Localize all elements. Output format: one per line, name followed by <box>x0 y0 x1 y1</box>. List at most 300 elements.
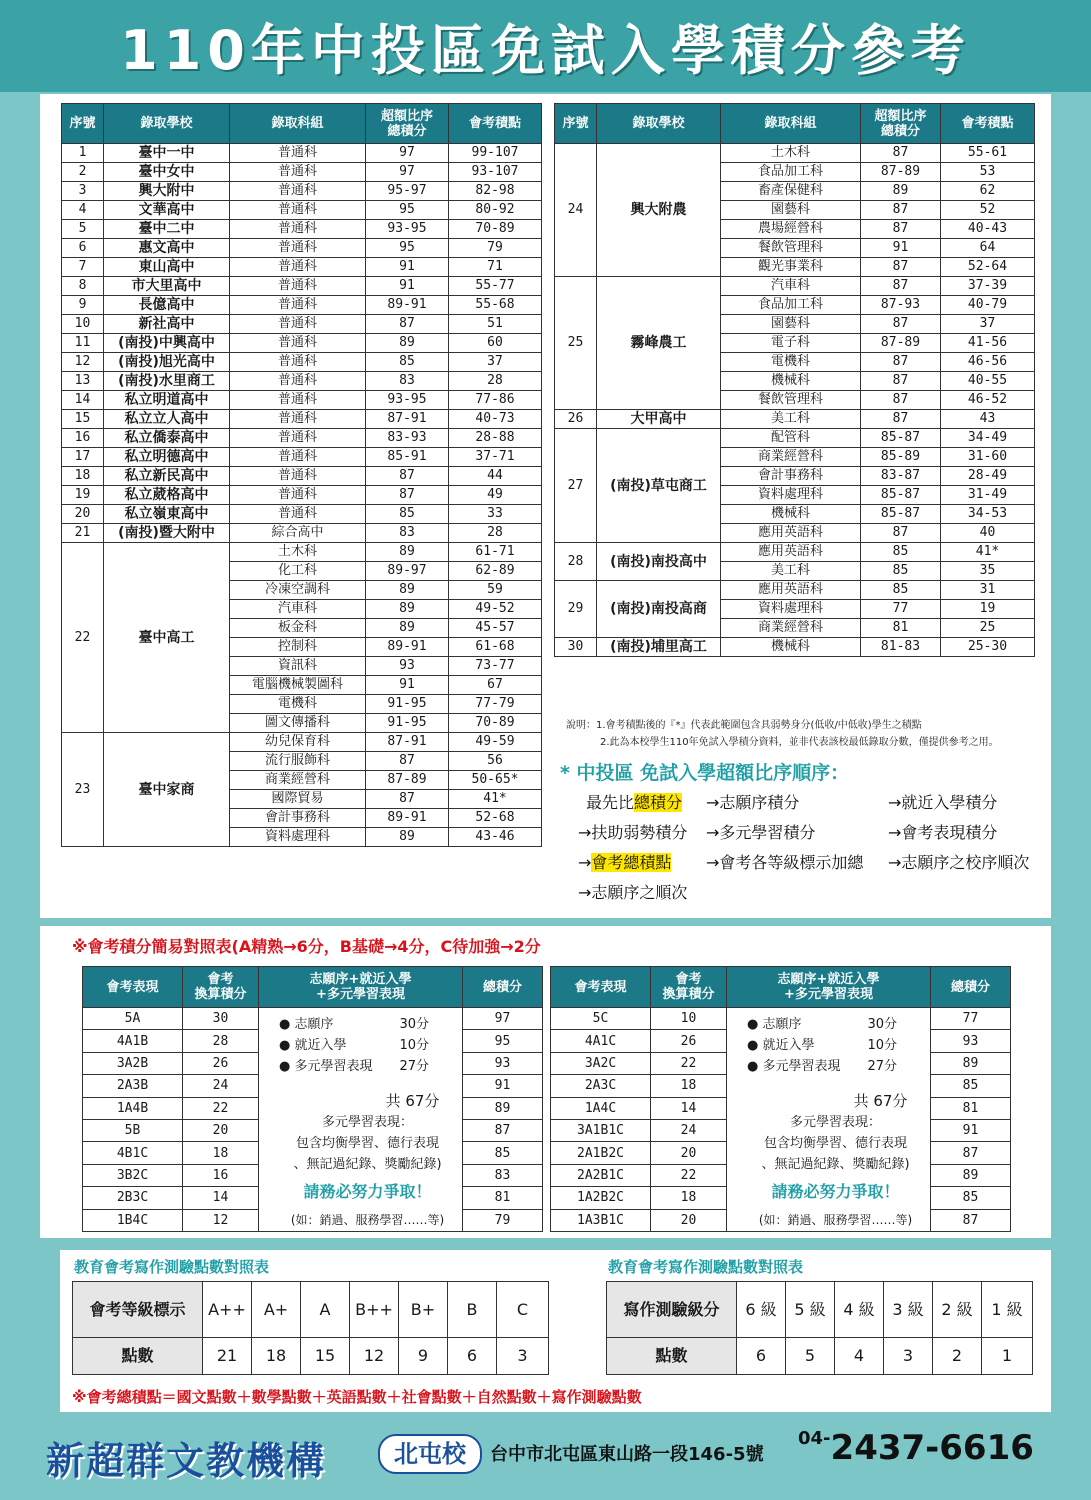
row-points: 70-89 <box>449 714 542 733</box>
row-score: 91-95 <box>366 714 449 733</box>
row-dept: 普通科 <box>230 163 366 182</box>
order-title: * 中投區 免試入學超額比序順序： <box>560 762 850 784</box>
total-cell: 89 <box>931 1164 1011 1186</box>
grade-points: 5 <box>786 1338 835 1375</box>
perf-cell: 3A1B1C <box>551 1119 651 1141</box>
table-row <box>62 277 542 296</box>
perf-cell: 1A4C <box>551 1097 651 1119</box>
row-score: 87 <box>861 277 941 296</box>
row-points: 40 <box>941 524 1035 543</box>
row-dept: 冷凍空調科 <box>230 581 366 600</box>
col-header-perf: 會考表現 <box>551 967 651 1008</box>
table-row <box>62 543 542 562</box>
row-points: 80-92 <box>449 201 542 220</box>
row-points: 28 <box>449 372 542 391</box>
mid-bullet: ● 多元學習表現 <box>279 1059 373 1074</box>
row-score: 89-91 <box>366 638 449 657</box>
order-item: →多元學習積分 <box>706 823 816 842</box>
row-dept: 機械科 <box>721 372 861 391</box>
table-row <box>555 144 1035 163</box>
grade-points: 6 <box>448 1338 497 1375</box>
table-row <box>62 410 542 429</box>
row-score: 95-97 <box>366 182 449 201</box>
grade-label: A+ <box>252 1282 301 1338</box>
row-dept: 商業經營科 <box>721 619 861 638</box>
row-school: 長億高中 <box>104 296 230 315</box>
total-cell: 85 <box>931 1187 1011 1209</box>
table-row <box>555 429 1035 448</box>
row-score: 85-87 <box>861 486 941 505</box>
row-points: 93-107 <box>449 163 542 182</box>
row-score: 87 <box>861 353 941 372</box>
row-score: 87 <box>366 790 449 809</box>
grade-points: 2 <box>933 1338 982 1375</box>
row-dept: 農場經營科 <box>721 220 861 239</box>
grade-points: 15 <box>301 1338 350 1375</box>
row-no: 18 <box>62 467 104 486</box>
col-header-perf: 會考表現 <box>83 967 183 1008</box>
table-row <box>555 410 1035 429</box>
row-points: 52-64 <box>941 258 1035 277</box>
row-score: 85 <box>861 543 941 562</box>
table-row <box>83 1008 543 1030</box>
table-row <box>62 163 542 182</box>
admission-table-left <box>61 103 542 847</box>
conv-cell: 14 <box>183 1187 259 1209</box>
mid-emphasis: 請務必努力爭取！ <box>771 1182 900 1201</box>
grade-points: 21 <box>203 1338 252 1375</box>
row-points: 49-52 <box>449 600 542 619</box>
grade-label: 1 級 <box>982 1282 1033 1338</box>
writing-header: 寫作測驗級分 <box>607 1282 737 1338</box>
grade-points: 12 <box>350 1338 399 1375</box>
row-dept: 普通科 <box>230 353 366 372</box>
row-score: 85 <box>366 353 449 372</box>
row-dept: 普通科 <box>230 486 366 505</box>
row-score: 87 <box>861 258 941 277</box>
order-item: →扶助弱勢積分 <box>578 823 688 842</box>
row-score: 93-95 <box>366 220 449 239</box>
row-dept: 會計事務科 <box>230 809 366 828</box>
conv-cell: 18 <box>651 1075 727 1097</box>
row-score: 87 <box>861 144 941 163</box>
table-row <box>62 220 542 239</box>
conv-cell: 22 <box>651 1052 727 1074</box>
row-school: 惠文高中 <box>104 239 230 258</box>
row-score: 89-97 <box>366 562 449 581</box>
row-dept: 商業經營科 <box>230 771 366 790</box>
row-points: 37-71 <box>449 448 542 467</box>
col-header-dept: 錄取科組 <box>721 104 861 144</box>
table-row <box>62 201 542 220</box>
grades-title-left: 教育會考寫作測驗點數對照表 <box>74 1258 270 1276</box>
row-points: 67 <box>449 676 542 695</box>
row-dept: 食品加工科 <box>721 163 861 182</box>
points-label: 點數 <box>73 1338 203 1375</box>
row-points: 25-30 <box>941 638 1035 657</box>
row-points: 52-68 <box>449 809 542 828</box>
col-header-conv: 會考 換算積分 <box>183 967 259 1008</box>
row-dept: 會計事務科 <box>721 467 861 486</box>
total-cell: 89 <box>463 1097 543 1119</box>
row-points: 71 <box>449 258 542 277</box>
row-score: 85-89 <box>861 448 941 467</box>
total-cell: 97 <box>463 1008 543 1030</box>
table-row <box>62 334 542 353</box>
row-school: 臺中二中 <box>104 220 230 239</box>
table-row <box>62 372 542 391</box>
mid-sum: 共 67分 <box>853 1092 908 1110</box>
mid-value: 30分 <box>867 1017 897 1032</box>
row-dept: 園藝科 <box>721 201 861 220</box>
row-score: 87 <box>366 752 449 771</box>
row-dept: 觀光事業科 <box>721 258 861 277</box>
row-points: 49-59 <box>449 733 542 752</box>
row-dept: 普通科 <box>230 448 366 467</box>
table-row <box>555 543 1035 562</box>
row-points: 43 <box>941 410 1035 429</box>
row-points: 62-89 <box>449 562 542 581</box>
row-points: 31-49 <box>941 486 1035 505</box>
mid-desc: 、無記過紀錄、獎勵紀錄) <box>293 1157 442 1172</box>
row-no: 7 <box>62 258 104 277</box>
col-header-total: 總積分 <box>463 967 543 1008</box>
row-points: 79 <box>449 239 542 258</box>
col-header-conv: 會考 換算積分 <box>651 967 727 1008</box>
row-dept: 電機科 <box>230 695 366 714</box>
address: 台中市北屯區東山路一段146-5號 <box>490 1444 764 1465</box>
perf-cell: 1A3B1C <box>551 1209 651 1231</box>
row-points: 40-43 <box>941 220 1035 239</box>
perf-cell: 2B3C <box>83 1187 183 1209</box>
grade-points-table <box>72 1281 549 1375</box>
row-no: 30 <box>555 638 597 657</box>
row-score: 87-89 <box>861 334 941 353</box>
col-header-mid: 志願序+就近入學 +多元學習表現 <box>259 967 463 1008</box>
row-school: 私立嶺東高中 <box>104 505 230 524</box>
mid-example: (如：銷過、服務學習……等) <box>758 1213 913 1227</box>
grade-points: 4 <box>835 1338 884 1375</box>
row-school: (南投)中興高中 <box>104 334 230 353</box>
row-dept: 園藝科 <box>721 315 861 334</box>
conv-cell: 28 <box>183 1030 259 1052</box>
table-row <box>62 182 542 201</box>
row-points: 61-68 <box>449 638 542 657</box>
row-points: 46-52 <box>941 391 1035 410</box>
row-points: 59 <box>449 581 542 600</box>
order-item: →志願序之校序順次 <box>888 853 1030 872</box>
total-cell: 87 <box>463 1119 543 1141</box>
row-score: 89 <box>366 334 449 353</box>
row-score: 87 <box>861 201 941 220</box>
row-school: 私立新民高中 <box>104 467 230 486</box>
total-cell: 93 <box>463 1052 543 1074</box>
row-score: 87-93 <box>861 296 941 315</box>
perf-cell: 1A2B2C <box>551 1187 651 1209</box>
row-points: 45-57 <box>449 619 542 638</box>
row-dept: 普通科 <box>230 144 366 163</box>
row-dept: 電機科 <box>721 353 861 372</box>
order-item: →會考總積點 <box>578 853 672 872</box>
row-points: 28-88 <box>449 429 542 448</box>
row-dept: 普通科 <box>230 372 366 391</box>
row-points: 41* <box>449 790 542 809</box>
conv-cell: 30 <box>183 1008 259 1030</box>
row-school: 私立葳格高中 <box>104 486 230 505</box>
row-school: (南投)南投高商 <box>597 581 721 638</box>
grade-label: 5 級 <box>786 1282 835 1338</box>
mid-desc: 包含均衡學習、德行表現 <box>295 1136 439 1151</box>
row-dept: 流行服飾科 <box>230 752 366 771</box>
row-dept: 汽車科 <box>230 600 366 619</box>
conv-cell: 14 <box>651 1097 727 1119</box>
row-no: 19 <box>62 486 104 505</box>
row-dept: 畜產保健科 <box>721 182 861 201</box>
row-score: 87 <box>861 524 941 543</box>
mid-value: 10分 <box>399 1038 429 1053</box>
title-bar <box>0 0 1091 92</box>
perf-cell: 4A1B <box>83 1030 183 1052</box>
row-dept: 普通科 <box>230 334 366 353</box>
row-dept: 幼兒保育科 <box>230 733 366 752</box>
row-school: 臺中高工 <box>104 543 230 733</box>
mid-info-cell <box>727 1008 931 1232</box>
table-row <box>555 581 1035 600</box>
row-dept: 普通科 <box>230 201 366 220</box>
row-no: 6 <box>62 239 104 258</box>
row-school: (南投)草屯商工 <box>597 429 721 543</box>
mid-value: 27分 <box>399 1059 429 1074</box>
row-points: 53 <box>941 163 1035 182</box>
row-score: 85 <box>861 562 941 581</box>
perf-cell: 2A2B1C <box>551 1164 651 1186</box>
row-points: 55-61 <box>941 144 1035 163</box>
row-school: (南投)暨大附中 <box>104 524 230 543</box>
row-no: 21 <box>62 524 104 543</box>
conv-cell: 22 <box>651 1164 727 1186</box>
conv-cell: 18 <box>651 1187 727 1209</box>
row-score: 89 <box>366 543 449 562</box>
row-no: 10 <box>62 315 104 334</box>
grade-label: B <box>448 1282 497 1338</box>
row-points: 55-68 <box>449 296 542 315</box>
row-score: 85 <box>861 581 941 600</box>
row-dept: 餐飲管理科 <box>721 391 861 410</box>
row-school: 私立明德高中 <box>104 448 230 467</box>
row-score: 89 <box>366 828 449 847</box>
order-item: →志願序之順次 <box>578 883 688 902</box>
row-score: 91-95 <box>366 695 449 714</box>
order-item: →會考表現積分 <box>888 823 998 842</box>
row-dept: 汽車科 <box>721 277 861 296</box>
table-row <box>62 239 542 258</box>
mid-example: (如：銷過、服務學習……等) <box>290 1213 445 1227</box>
table-row <box>555 638 1035 657</box>
row-points: 62 <box>941 182 1035 201</box>
row-points: 33 <box>449 505 542 524</box>
total-cell: 93 <box>931 1030 1011 1052</box>
campus-badge: 北屯校 <box>378 1434 482 1474</box>
table-row <box>62 505 542 524</box>
grade-header: 會考等級標示 <box>73 1282 203 1338</box>
row-school: 大甲高中 <box>597 410 721 429</box>
conv-cell: 16 <box>183 1164 259 1186</box>
row-score: 87 <box>861 391 941 410</box>
conv-cell: 12 <box>183 1209 259 1231</box>
row-no: 15 <box>62 410 104 429</box>
row-no: 14 <box>62 391 104 410</box>
mid-desc: 多元學習表現： <box>321 1115 413 1130</box>
order-item: →會考各等級標示加總 <box>706 853 864 872</box>
row-points: 46-56 <box>941 353 1035 372</box>
page-title: 110年中投區免試入學積分參考 <box>120 18 971 82</box>
row-score: 91 <box>861 239 941 258</box>
row-dept: 食品加工科 <box>721 296 861 315</box>
row-school: (南投)水里商工 <box>104 372 230 391</box>
row-dept: 土木科 <box>230 543 366 562</box>
row-no: 11 <box>62 334 104 353</box>
row-points: 64 <box>941 239 1035 258</box>
row-no: 28 <box>555 543 597 581</box>
formula-note: ※會考總積點＝國文點數＋數學點數＋英語點數＋社會點數＋自然點數＋寫作測驗點數 <box>72 1388 642 1406</box>
grade-label: 4 級 <box>835 1282 884 1338</box>
row-points: 40-79 <box>941 296 1035 315</box>
row-dept: 商業經營科 <box>721 448 861 467</box>
total-cell: 95 <box>463 1030 543 1052</box>
mid-info-cell <box>259 1008 463 1232</box>
mid-value: 10分 <box>867 1038 897 1053</box>
row-score: 95 <box>366 201 449 220</box>
grade-label: C <box>497 1282 549 1338</box>
row-no: 1 <box>62 144 104 163</box>
row-dept: 國際貿易 <box>230 790 366 809</box>
grade-label: 6 級 <box>737 1282 786 1338</box>
row-no: 24 <box>555 144 597 277</box>
row-dept: 應用英語科 <box>721 524 861 543</box>
row-dept: 普通科 <box>230 277 366 296</box>
grade-label: B+ <box>399 1282 448 1338</box>
row-dept: 化工科 <box>230 562 366 581</box>
row-dept: 美工科 <box>721 562 861 581</box>
row-points: 51 <box>449 315 542 334</box>
grade-points: 6 <box>737 1338 786 1375</box>
row-points: 41* <box>941 543 1035 562</box>
row-score: 89 <box>366 581 449 600</box>
row-score: 87-91 <box>366 733 449 752</box>
row-no: 23 <box>62 733 104 847</box>
conv-cell: 24 <box>183 1075 259 1097</box>
order-item: 最先比總積分 <box>586 793 683 812</box>
table-row <box>62 353 542 372</box>
row-school: 臺中女中 <box>104 163 230 182</box>
row-score: 91 <box>366 277 449 296</box>
table-row <box>62 448 542 467</box>
row-points: 28 <box>449 524 542 543</box>
mid-bullet: ● 志願序 <box>279 1017 334 1032</box>
row-dept: 應用英語科 <box>721 581 861 600</box>
points-label: 點數 <box>607 1338 737 1375</box>
conversion-table-right <box>550 966 1011 1232</box>
row-no: 25 <box>555 277 597 410</box>
row-dept: 普通科 <box>230 410 366 429</box>
row-dept: 電腦機械製圖科 <box>230 676 366 695</box>
grade-label: B++ <box>350 1282 399 1338</box>
row-dept: 普通科 <box>230 429 366 448</box>
mid-bullet: ● 多元學習表現 <box>747 1059 841 1074</box>
row-school: 興大附農 <box>597 144 721 277</box>
conv-cell: 20 <box>183 1119 259 1141</box>
row-points: 31-60 <box>941 448 1035 467</box>
row-school: 臺中家商 <box>104 733 230 847</box>
col-header-total: 總積分 <box>931 967 1011 1008</box>
mid-desc: 、無記過紀錄、獎勵紀錄) <box>761 1157 910 1172</box>
row-dept: 普通科 <box>230 182 366 201</box>
row-dept: 機械科 <box>721 638 861 657</box>
total-cell: 85 <box>931 1075 1011 1097</box>
row-score: 89-91 <box>366 809 449 828</box>
col-header-dept: 錄取科組 <box>230 104 366 144</box>
col-header-no: 序號 <box>62 104 104 144</box>
row-score: 81-83 <box>861 638 941 657</box>
conv-cell: 18 <box>183 1142 259 1164</box>
admission-table-right <box>554 103 1035 657</box>
col-header-mid: 志願序+就近入學 +多元學習表現 <box>727 967 931 1008</box>
perf-cell: 2A3C <box>551 1075 651 1097</box>
row-points: 35 <box>941 562 1035 581</box>
conv-cell: 20 <box>651 1209 727 1231</box>
total-cell: 89 <box>931 1052 1011 1074</box>
grade-points: 18 <box>252 1338 301 1375</box>
grade-points: 9 <box>399 1338 448 1375</box>
row-points: 82-98 <box>449 182 542 201</box>
row-dept: 機械科 <box>721 505 861 524</box>
row-no: 29 <box>555 581 597 638</box>
note-line-2: 2.此為本校學生110年免試入學積分資料，並非代表該校最低錄取分數，僅提供參考之用。 <box>600 737 999 748</box>
total-cell: 91 <box>463 1075 543 1097</box>
table-row <box>62 733 542 752</box>
table-row <box>62 144 542 163</box>
table-row <box>62 467 542 486</box>
row-score: 93 <box>366 657 449 676</box>
row-score: 85 <box>366 505 449 524</box>
row-points: 52 <box>941 201 1035 220</box>
row-no: 5 <box>62 220 104 239</box>
footer <box>0 1418 1091 1500</box>
row-dept: 普通科 <box>230 467 366 486</box>
grade-label: 3 級 <box>884 1282 933 1338</box>
mid-bullet: ● 就近入學 <box>279 1038 347 1053</box>
col-header-points: 會考積點 <box>941 104 1035 144</box>
table-row <box>62 524 542 543</box>
row-points: 99-107 <box>449 144 542 163</box>
col-header-no: 序號 <box>555 104 597 144</box>
row-no: 3 <box>62 182 104 201</box>
row-points: 77-79 <box>449 695 542 714</box>
row-no: 13 <box>62 372 104 391</box>
row-score: 87-89 <box>366 771 449 790</box>
row-school: 興大附中 <box>104 182 230 201</box>
row-no: 12 <box>62 353 104 372</box>
total-cell: 79 <box>463 1209 543 1231</box>
row-score: 87 <box>861 372 941 391</box>
mid-desc: 多元學習表現： <box>789 1115 881 1130</box>
row-score: 85-87 <box>861 429 941 448</box>
row-score: 85-87 <box>861 505 941 524</box>
row-points: 77-86 <box>449 391 542 410</box>
col-header-score: 超額比序 總積分 <box>366 104 449 144</box>
row-school: 私立明道高中 <box>104 391 230 410</box>
row-dept: 資訊科 <box>230 657 366 676</box>
